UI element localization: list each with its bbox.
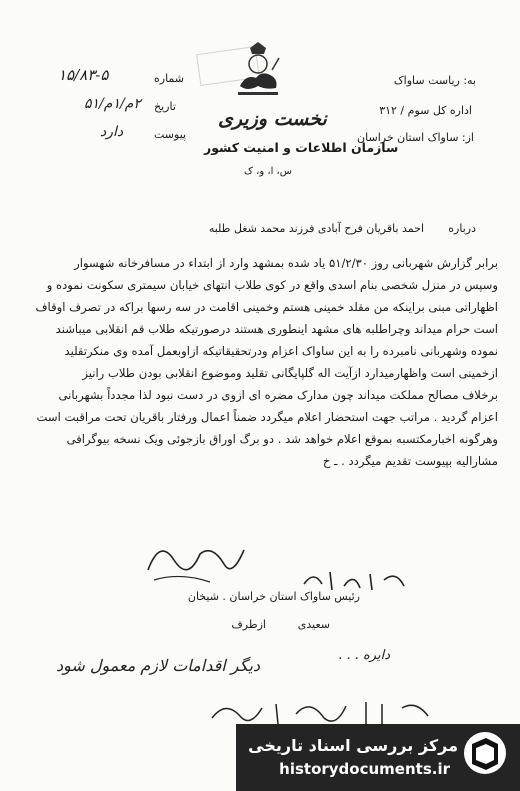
lion-and-sun-emblem-icon — [232, 40, 284, 100]
attachment-value: دارد — [100, 124, 124, 140]
body-line: اعزام گردید . مراتب جهت استحضار اعلام میگردد ضمناً اعمال ورفتار باقریان تحت مراقبت است — [36, 410, 498, 424]
organization-title: سازمان اطلاعات و امنیت کشور — [204, 140, 399, 155]
subject-text: احمد باقریان فرح آبادی فرزند محمد شغل طلبه — [208, 222, 424, 235]
letter-body — [26, 252, 498, 472]
body-line: وهرگونه اخبارمکتسبه بموقع اعلام خواهد شد . دو برگ اوراق بازجوئی ویک نسخه بیوگرافی — [66, 432, 498, 446]
body-line: اظهاراتی مبنی براینکه من مقلد خمینی هستم وخمینی اقامت در سه رسها براکه در تصرف اوقاف — [35, 300, 498, 314]
body-line: ازخمینی است واظهارمیدارد ازآیت اله گلپایگانی تقلید وموضوع انقلابی بودن طلاب رانیز — [82, 366, 498, 380]
number-value: ۱۵/۸۳-۵ — [58, 66, 109, 84]
recipient-line: به: ریاست ساواک — [393, 74, 476, 87]
body-line: است حرام میداند وچراطلبه های مشهد اینطوری هستند درصورتیکه طلاب قم انقلابی میباشند — [55, 322, 498, 336]
subject-label: درباره — [448, 222, 476, 235]
organization-code: س، ا، و، ک — [244, 166, 292, 177]
sender-line: از: ساواک استان خراسان — [357, 131, 474, 144]
body-line: برابر گزارش شهربانی روز ۵۱/۲/۳۰ یاد شده بمشهد وارد از ابتداء در مسافرخانه شهسوار — [74, 256, 498, 270]
body-line: مشارالیه بپیوست تقدیم میگردد . ـ خ — [322, 454, 498, 468]
date-value: ۲م/۱م/۵۱ — [84, 96, 141, 112]
department-line: اداره کل سوم / ۳۱۲ — [379, 104, 472, 117]
signatory-name: سعیدی — [297, 618, 330, 631]
handwritten-note: دایره . . . — [338, 648, 390, 663]
watermark-org: مرکز بررسی اسناد تاریخی — [248, 736, 458, 755]
body-line: نموده وشهربانی نامبرده را به این ساواک اعزام ودرتحقیقاتیکه ازاوبعمل آمده وی منکرتقلید — [64, 344, 498, 358]
number-label: شماره — [154, 72, 185, 85]
handwritten-instruction: دیگر اقدامات لازم معمول شود — [56, 656, 261, 675]
watermark-url[interactable]: historydocuments.ir — [279, 760, 450, 778]
signatory-on-behalf-label: ازطرف — [231, 618, 266, 631]
signatory-title: رئیس ساواک استان خراسان . شیخان — [187, 590, 360, 603]
attachment-label: پیوست — [154, 128, 187, 141]
handwritten-signature — [140, 530, 250, 590]
body-line: برخلاف مصالح مملکت میداند چون مدارک مضره ای ازوی در دست نبود لذا مجدداً بشهربانی — [58, 388, 498, 402]
ministry-title: نخست وزیری — [218, 108, 327, 130]
archive-logo-icon — [462, 730, 508, 776]
body-line: وسپس در منزل شخصی بنام اسدی واقع در کوی طلاب انتهای خیابان سیمتری سکونت نموده و — [46, 278, 498, 292]
date-label: تاریخ — [154, 100, 176, 113]
